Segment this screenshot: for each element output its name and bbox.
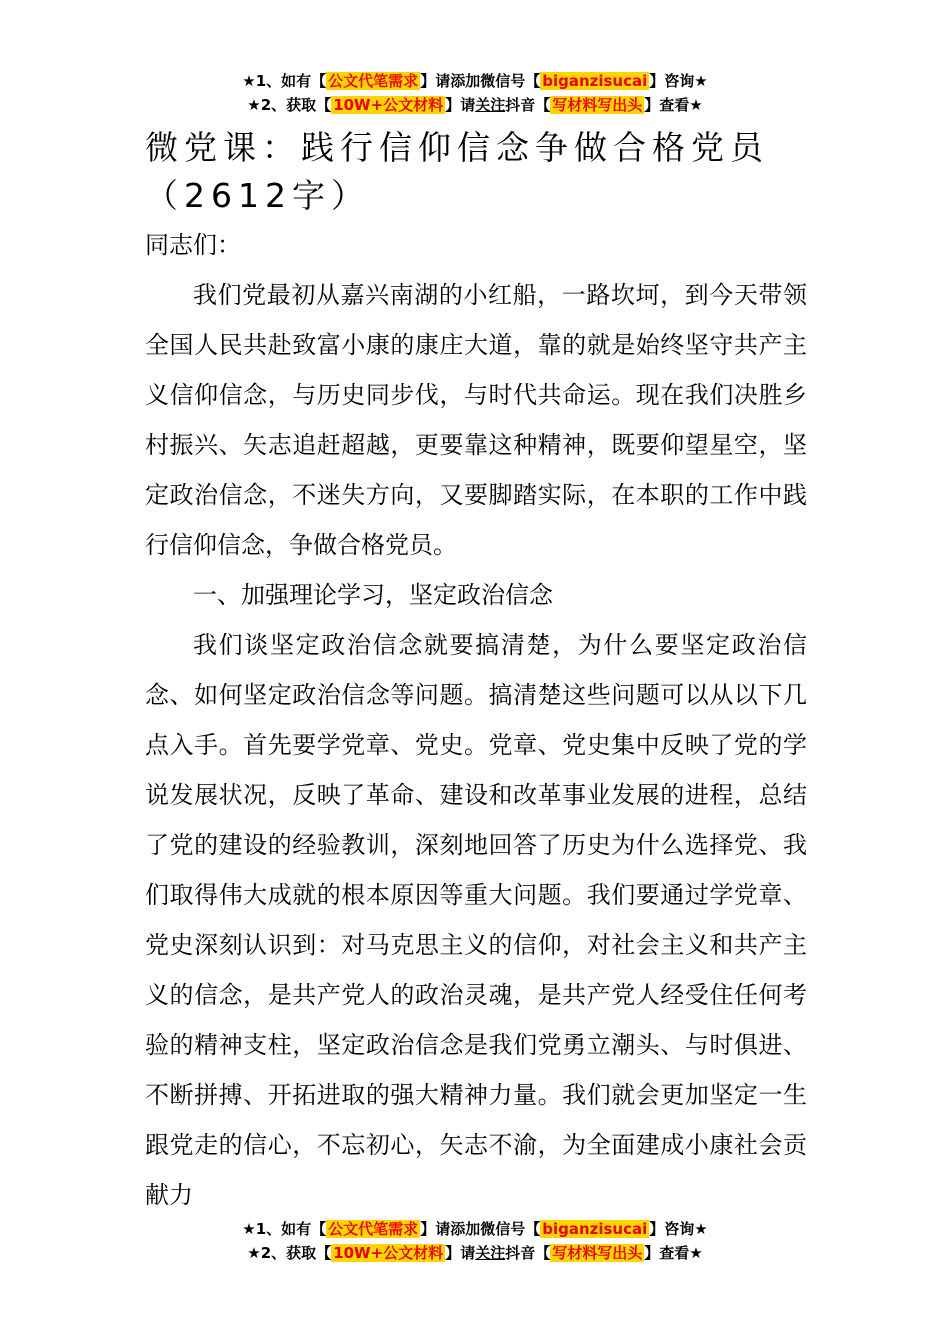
promo-douyin-id: 写材料写出头: [552, 96, 643, 114]
document-body: [145, 124, 807, 1220]
promo-douyin-id: 写材料写出头: [552, 1244, 643, 1262]
greeting: 同志们：: [145, 231, 241, 259]
promo-text: 抖音【: [505, 96, 551, 114]
promo-text: ★2、获取【: [247, 96, 332, 114]
paragraph-1: 我们党最初从嘉兴南湖的小红船，一路坎坷，到今天带领全国人民共赴致富小康的康庄大道，靠的就是始终坚守共产主义信仰信念，与历史同步伐，与时代共命运。现在我们决胜乡村振兴、矢志追赶超越，更要靠这种精神，既要仰望星空，坚定政治信念，不迷失方向，又要脚踏实际，在本职的工作中践行信仰信念，争做合格党员。: [145, 281, 807, 559]
promo-text: 】咨询★: [649, 72, 708, 90]
promo-text: ★1、如有【: [242, 72, 327, 90]
promo-wechat-id: biganzisucai: [542, 72, 648, 90]
header-promo-line-1: [0, 70, 950, 92]
promo-text: 】请: [445, 1244, 476, 1262]
document-title: 微党课：践行信仰信念争做合格党员（2612字）: [145, 128, 769, 215]
promo-wechat-id: biganzisucai: [542, 1220, 648, 1238]
promo-highlight: 公文代笔需求: [328, 1220, 419, 1238]
promo-highlight: 10W+公文材料: [333, 1244, 444, 1262]
promo-text: 】查看★: [644, 1244, 703, 1262]
promo-text: 】请: [445, 96, 476, 114]
promo-text: ★2、获取【: [247, 1244, 332, 1262]
promo-text: 】请添加微信号【: [420, 1220, 541, 1238]
promo-text: 】请添加微信号【: [420, 72, 541, 90]
promo-text: 】查看★: [644, 96, 703, 114]
footer-promo-line-1: [0, 1218, 950, 1240]
promo-underline: 关注: [475, 96, 506, 114]
promo-highlight: 公文代笔需求: [328, 72, 419, 90]
promo-highlight: 10W+公文材料: [333, 96, 444, 114]
paragraph-2: 我们谈坚定政治信念就要搞清楚，为什么要坚定政治信念、如何坚定政治信念等问题。搞清楚这些问题可以从以下几点入手。首先要学党章、党史。党章、党史集中反映了党的学说发展状况，反映了革命、建设和改革事业发展的进程，总结了党的建设的经验教训，深刻地回答了历史为什么选择党、我们取得伟大成就的根本原因等重大问题。我们要通过学党章、党史深刻认识到：对马克思主义的信仰，对社会主义和共产主义的信念，是共产党人的政治灵魂，是共产党人经受住任何考验的精神支柱，坚定政治信念是我们党勇立潮头、与时俱进、不断拼搏、开拓进取的强大精神力量。我们就会更加坚定一生跟党走的信心，不忘初心，矢志不渝，为全面建成小康社会贡献力: [145, 631, 807, 1209]
promo-text: ★1、如有【: [242, 1220, 327, 1238]
footer-promo-line-2: [0, 1242, 950, 1264]
promo-text: 抖音【: [505, 1244, 551, 1262]
header-promo-line-2: [0, 94, 950, 116]
promo-text: 】咨询★: [649, 1220, 708, 1238]
promo-underline: 关注: [475, 1244, 506, 1262]
section-heading-1: 一、加强理论学习，坚定政治信念: [193, 581, 553, 609]
